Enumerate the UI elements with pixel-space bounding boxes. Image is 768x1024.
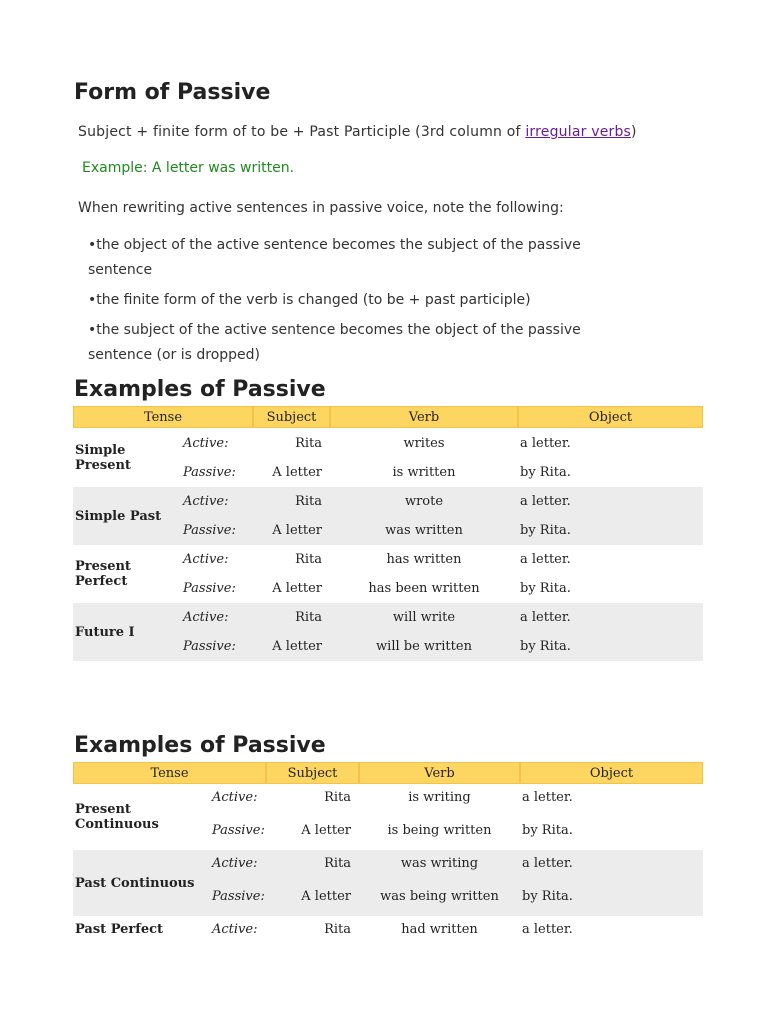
object-cell: by Rita. [520, 465, 571, 480]
subject-cell: A letter [266, 877, 359, 916]
subject-cell: Rita [253, 603, 330, 632]
verb-cell: was being written [359, 877, 520, 916]
rule-item: •the finite form of the verb is changed (to be + past participle) [88, 292, 531, 308]
rule-item: •the subject of the active sentence becomes the object of the passive sentence (or is dropped) [88, 322, 581, 363]
continuous-passive-table [73, 762, 703, 943]
object-cell: by Rita. [520, 581, 571, 596]
verb-cell: writes [403, 435, 445, 451]
section-heading: Examples of Passive [74, 733, 326, 758]
formula-text: Subject + finite form of to be + Past Participle (3rd column of [78, 124, 526, 140]
table-header-row [73, 406, 703, 428]
verb-cell: had written [401, 922, 478, 937]
header-verb: Verb [330, 406, 518, 428]
voice-label: Passive: [183, 581, 236, 596]
object-cell: by Rita. [522, 823, 573, 838]
tense-label: Past Continuous [73, 850, 204, 916]
tense-label: Present Continuous [75, 802, 159, 832]
subject-cell: Rita [253, 487, 330, 516]
irregular-verbs-link[interactable]: irregular verbs [525, 124, 632, 140]
table-row [73, 487, 703, 516]
passive-examples-table [73, 406, 703, 661]
voice-label: Passive: [212, 823, 265, 838]
voice-label: Active: [175, 487, 253, 516]
header-object: Object [520, 762, 703, 784]
header-subject: Subject [253, 406, 330, 428]
table-header-row [73, 762, 703, 784]
formula-close: ) [631, 124, 637, 140]
object-cell: a letter. [522, 922, 573, 937]
header-tense: Tense [73, 406, 253, 428]
verb-cell: wrote [330, 487, 518, 516]
table-row [73, 784, 703, 811]
verb-cell: was writing [359, 850, 520, 877]
verb-cell: has written [386, 552, 462, 567]
tense-label: Simple Present [75, 442, 131, 473]
verb-cell: is writing [408, 790, 471, 805]
object-cell: a letter. [522, 790, 573, 805]
voice-label: Passive: [204, 877, 266, 916]
subject-cell: A letter [272, 581, 322, 596]
voice-label: Active: [212, 922, 258, 937]
table-row [73, 545, 703, 574]
header-object: Object [518, 406, 703, 428]
table-row [73, 850, 703, 877]
subject-cell: Rita [266, 850, 359, 877]
table-row [73, 603, 703, 632]
subject-cell: Rita [324, 922, 351, 937]
voice-label: Passive: [175, 632, 253, 661]
subject-cell: A letter [272, 465, 322, 480]
object-cell: by Rita. [520, 877, 703, 916]
subject-cell: Rita [295, 435, 322, 451]
verb-cell: has been written [368, 581, 480, 596]
verb-cell: will write [330, 603, 518, 632]
table-row [73, 916, 703, 943]
object-cell: a letter. [520, 850, 703, 877]
object-cell: by Rita. [518, 632, 703, 661]
header-verb: Verb [359, 762, 520, 784]
table-row [73, 428, 703, 458]
tense-label: Past Perfect [75, 922, 164, 937]
passive-formula [78, 124, 637, 140]
voice-label: Active: [183, 552, 229, 567]
rules-list [88, 233, 648, 373]
tense-label: Future I [73, 603, 175, 661]
header-tense: Tense [73, 762, 266, 784]
verb-cell: is written [392, 465, 456, 480]
voice-label: Passive: [175, 516, 253, 545]
page-title: Form of Passive [74, 80, 271, 105]
voice-label: Passive: [183, 465, 236, 480]
example-sentence: Example: A letter was written. [82, 160, 295, 176]
section-heading: Examples of Passive [74, 377, 326, 402]
object-cell: a letter. [520, 552, 571, 567]
rule-item: •the object of the active sentence becomes the subject of the passive sentence [88, 237, 581, 278]
voice-label: Active: [212, 790, 258, 805]
subject-cell: A letter [301, 823, 351, 838]
subject-cell: Rita [295, 552, 322, 567]
tense-label: Simple Past [73, 487, 175, 545]
voice-label: Active: [175, 603, 253, 632]
object-cell: by Rita. [518, 516, 703, 545]
subject-cell: A letter [253, 516, 330, 545]
voice-label: Active: [183, 435, 229, 451]
voice-label: Active: [204, 850, 266, 877]
subject-cell: Rita [324, 790, 351, 805]
rewrite-note: When rewriting active sentences in passive voice, note the following: [78, 200, 564, 216]
verb-cell: is being written [387, 823, 492, 838]
object-cell: a letter. [518, 487, 703, 516]
object-cell: a letter. [520, 435, 571, 451]
verb-cell: was written [330, 516, 518, 545]
object-cell: a letter. [518, 603, 703, 632]
header-subject: Subject [266, 762, 359, 784]
verb-cell: will be written [330, 632, 518, 661]
subject-cell: A letter [253, 632, 330, 661]
tense-label: Present Perfect [75, 559, 131, 589]
